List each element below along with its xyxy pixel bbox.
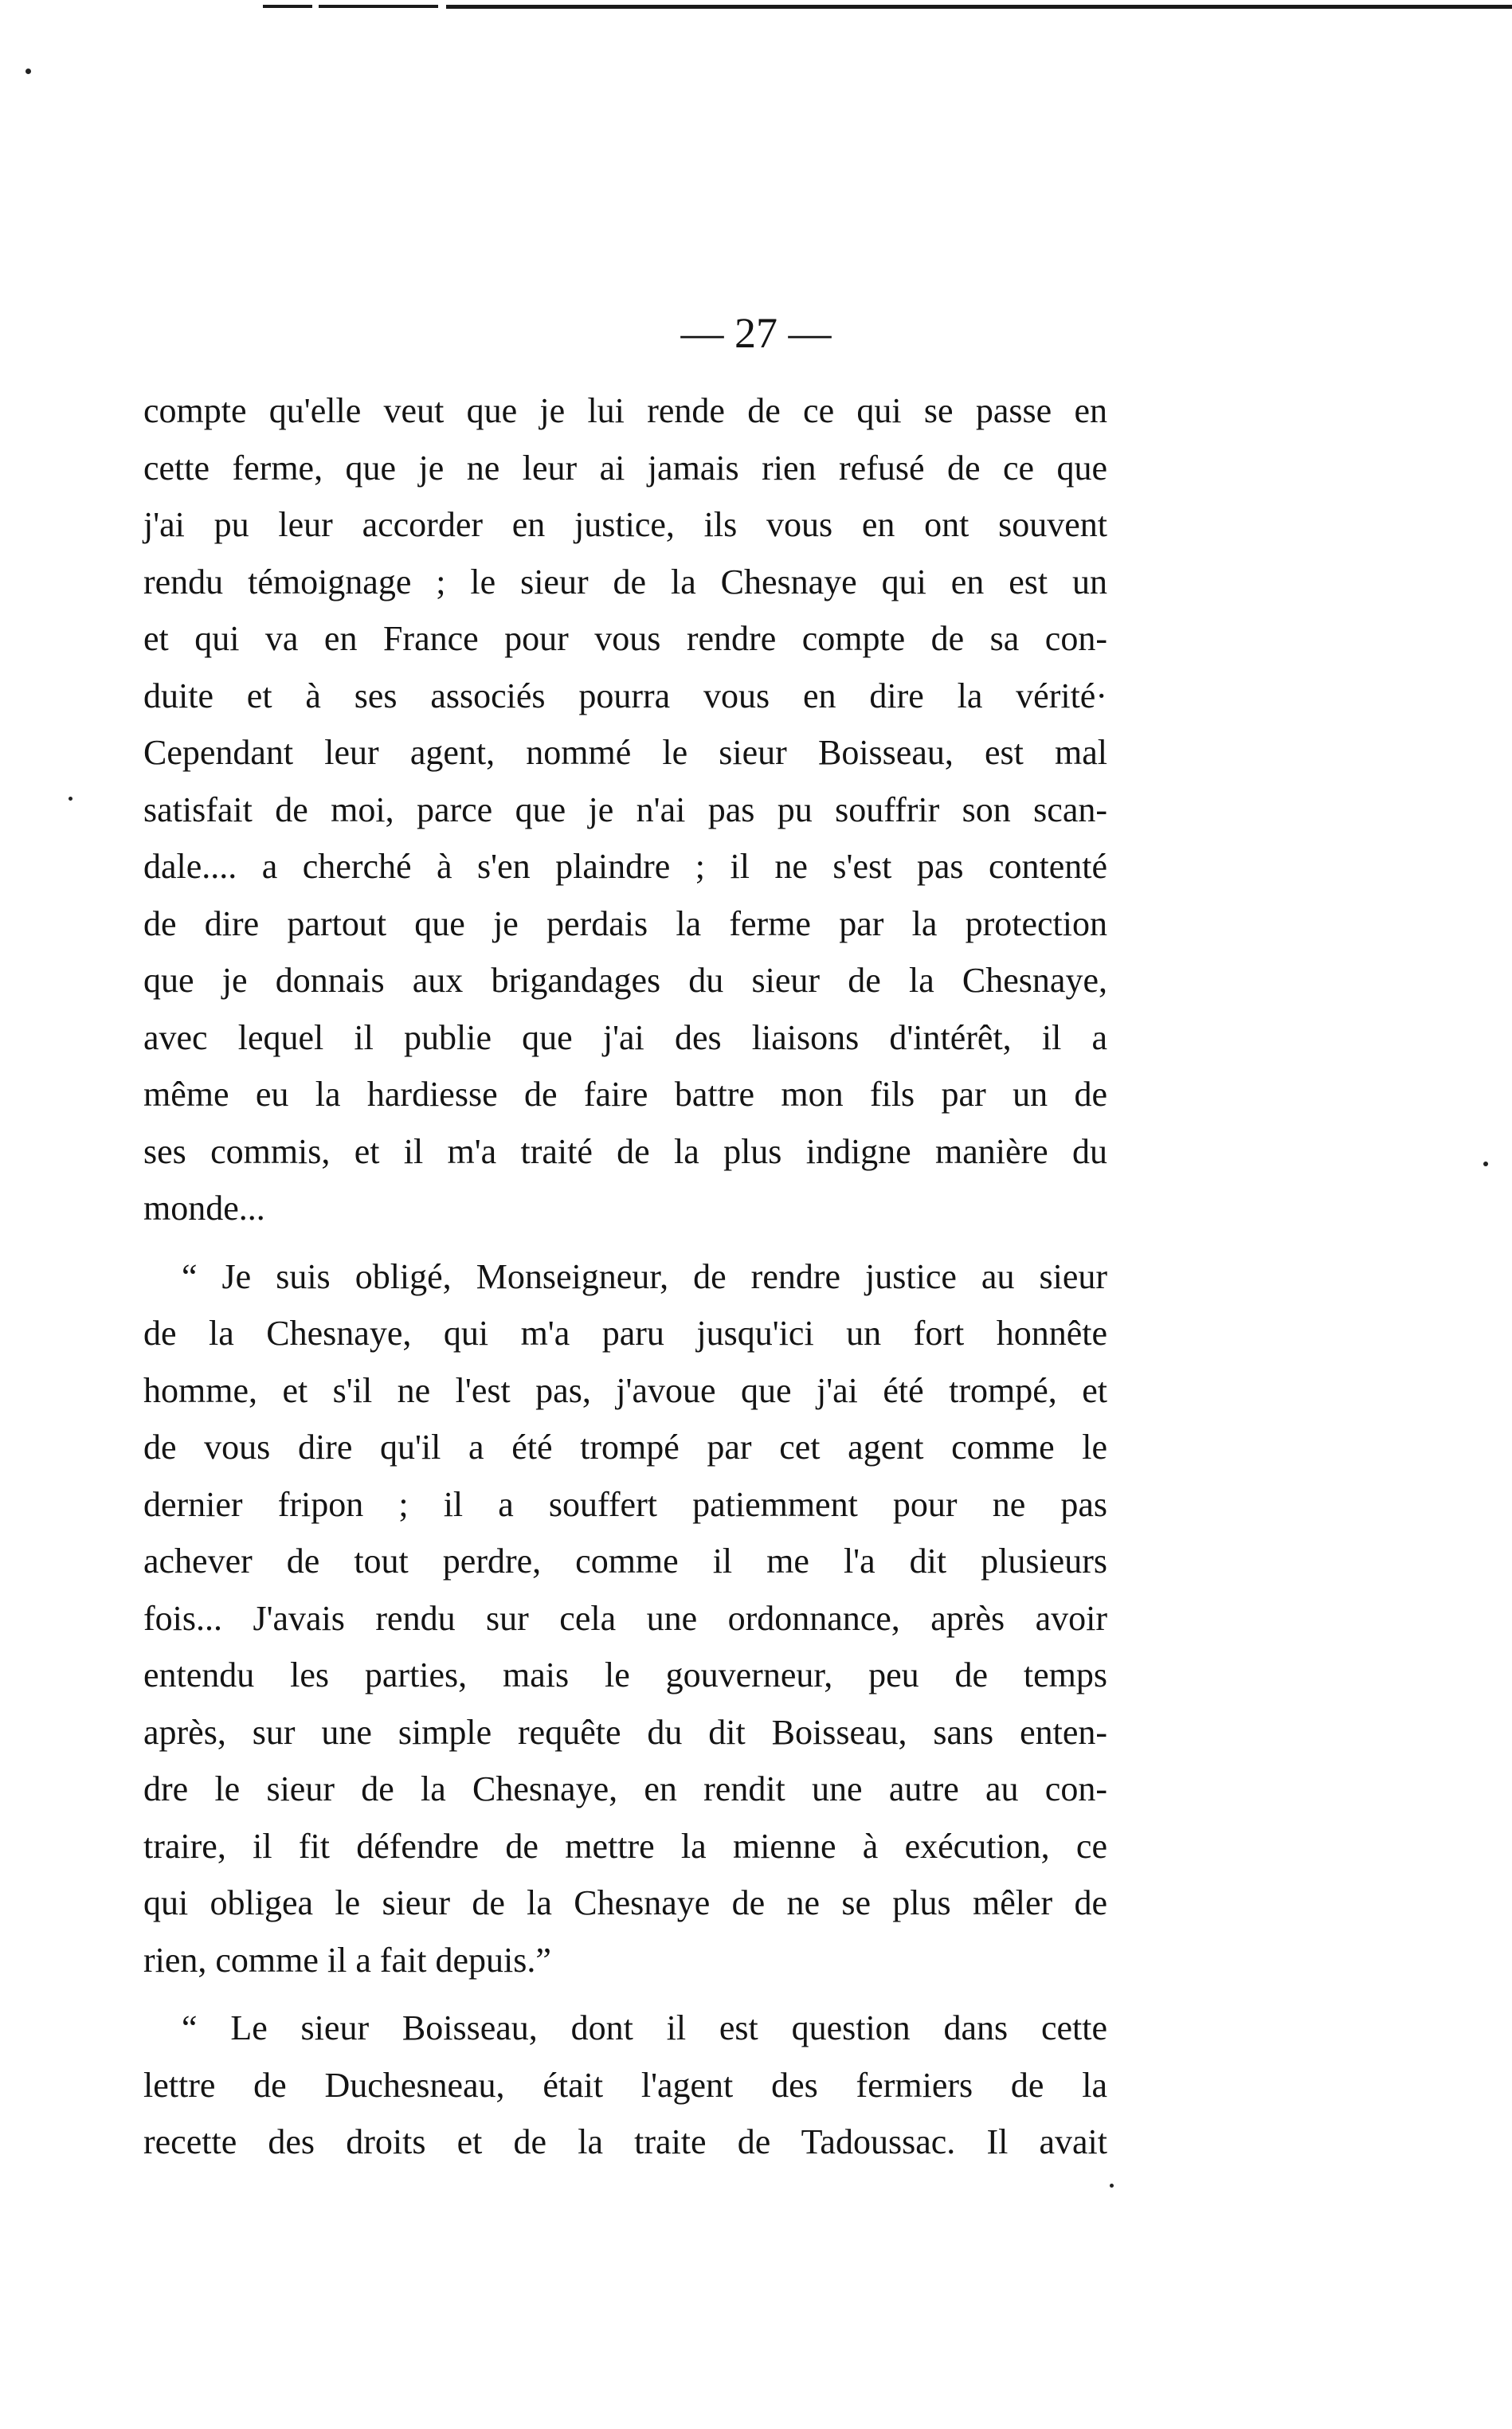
body-text — [143, 382, 1107, 2171]
text-line: après, sur une simple requête du dit Boisseau, sans enten- — [143, 1712, 1107, 1752]
text-line: qui obligea le sieur de la Chesnaye de ne se plus mêler de — [143, 1883, 1107, 1922]
text-line: duite et à ses associés pourra vous en dire la vérité· — [143, 676, 1107, 715]
text-line: “ Le sieur Boisseau, dont il est question dans cette — [182, 2008, 1107, 2047]
text-line: “ Je suis obligé, Monseigneur, de rendre justice au sieur — [182, 1256, 1107, 1296]
text-line: compte qu'elle veut que je lui rende de ce qui se passe en — [143, 391, 1107, 430]
page-number: — 27 — — [680, 309, 832, 357]
text-line: que je donnais aux brigandages du sieur de la Chesnaye, — [143, 961, 1107, 1000]
text-line: ses commis, et il m'a traité de la plus indigne manière du — [143, 1131, 1107, 1171]
text-line: lettre de Duchesneau, était l'agent des fermiers de la — [143, 2065, 1107, 2105]
text-line: rendu témoignage ; le sieur de la Chesnaye qui en est un — [143, 562, 1107, 601]
paragraph — [143, 2000, 1107, 2171]
text-line: homme, et s'il ne l'est pas, j'avoue que j'ai été trompé, et — [143, 1370, 1107, 1410]
text-line: traire, il fit défendre de mettre la mienne à exécution, ce — [143, 1826, 1107, 1866]
top-rule-segment — [263, 5, 312, 8]
text-line: avec lequel il publie que j'ai des liaisons d'intérêt, il a — [143, 1017, 1107, 1057]
scan-speck — [1110, 2184, 1114, 2188]
text-line: fois... J'avais rendu sur cela une ordonnance, après avoir — [143, 1598, 1107, 1638]
text-line: et qui va en France pour vous rendre compte de sa con- — [143, 619, 1107, 658]
text-line: monde... — [143, 1189, 265, 1228]
scan-speck — [69, 797, 72, 801]
scan-speck — [1483, 1162, 1488, 1166]
text-line: de dire partout que je perdais la ferme par la protection — [143, 903, 1107, 943]
text-line: dale.... a cherché à s'en plaindre ; il ne s'est pas contenté — [143, 847, 1107, 886]
text-line: même eu la hardiesse de faire battre mon fils par un de — [143, 1075, 1107, 1114]
paragraph — [143, 382, 1107, 1237]
text-line: satisfait de moi, parce que je n'ai pas pu souffrir son scan- — [143, 789, 1107, 829]
top-rule-segment — [319, 5, 438, 8]
text-line: rien, comme il a fait depuis.” — [143, 1940, 551, 1980]
text-line: achever de tout perdre, comme il me l'a dit plusieurs — [143, 1542, 1107, 1581]
text-line: de vous dire qu'il a été trompé par cet agent comme le — [143, 1428, 1107, 1467]
text-line: j'ai pu leur accorder en justice, ils vous en ont souvent — [143, 505, 1107, 544]
text-line: Cependant leur agent, nommé le sieur Boisseau, est mal — [143, 733, 1107, 772]
paragraph — [143, 1248, 1107, 1989]
text-line: dernier fripon ; il a souffert patiemment pour ne pas — [143, 1484, 1107, 1524]
text-line: dre le sieur de la Chesnaye, en rendit une autre au con- — [143, 1769, 1107, 1808]
scan-speck — [25, 69, 31, 74]
top-rule-segment — [446, 5, 1512, 9]
text-line: cette ferme, que je ne leur ai jamais rien refusé de ce que — [143, 448, 1107, 488]
text-line: recette des droits et de la traite de Tadoussac. Il avait — [143, 2122, 1107, 2161]
text-line: entendu les parties, mais le gouverneur, peu de temps — [143, 1655, 1107, 1694]
text-line: de la Chesnaye, qui m'a paru jusqu'ici un fort honnête — [143, 1314, 1107, 1353]
